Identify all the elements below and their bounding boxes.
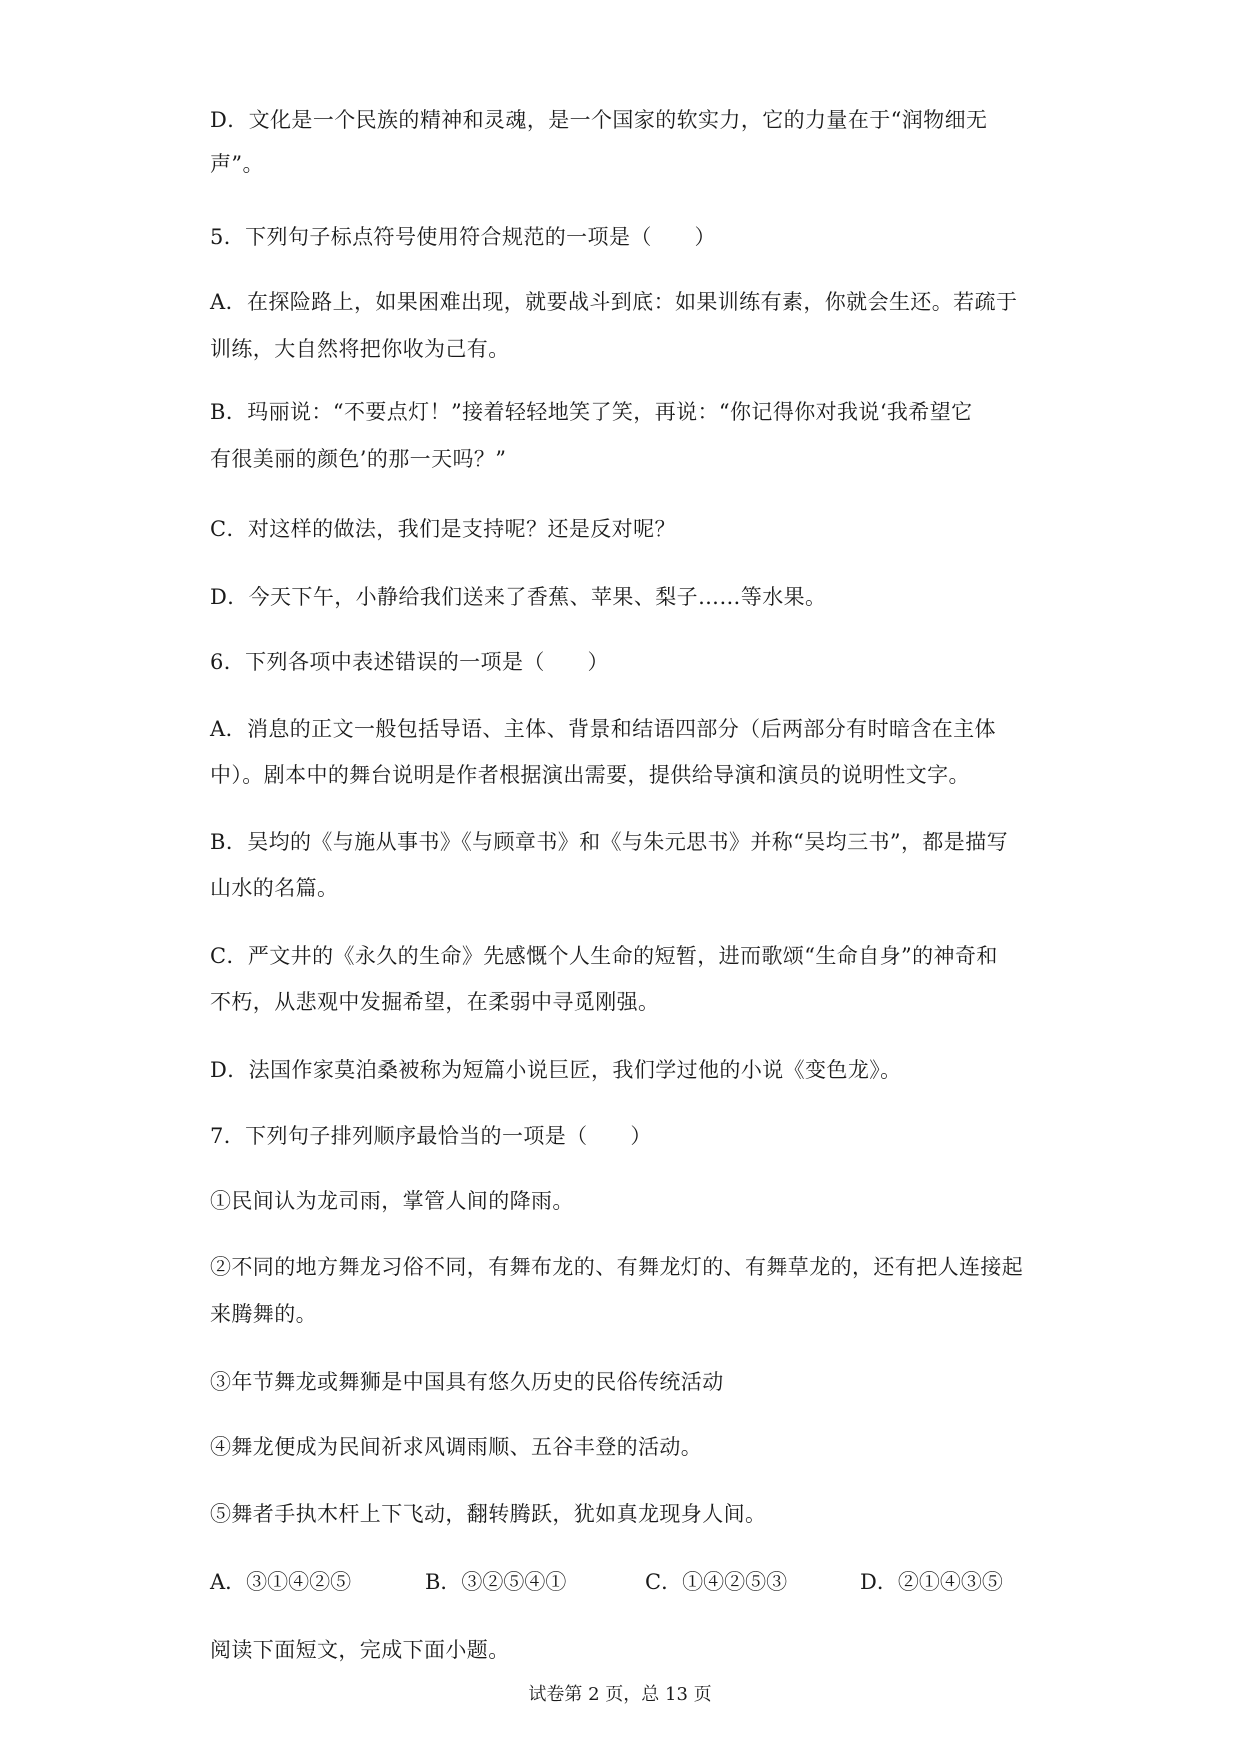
q7-option-c: C．①④②⑤③	[645, 1570, 788, 1594]
q5-option-b-line2: 有很美丽的颜色’的那一天吗？”	[210, 447, 507, 471]
q7-sentence-1: ①民间认为龙司雨，掌管人间的降雨。	[210, 1189, 574, 1213]
q7-option-b: B．③②⑤④①	[425, 1570, 567, 1594]
reading-intro: 阅读下面短文，完成下面小题。	[210, 1638, 510, 1662]
q4-option-d-line2: 声”。	[210, 152, 264, 176]
q6-option-b-line1: B．吴均的《与施从事书》《与顾章书》和《与朱元思书》并称“吴均三书”，都是描写	[210, 830, 1009, 854]
q7-option-d: D．②①④③⑤	[860, 1570, 1003, 1594]
q5-option-c: C．对这样的做法，我们是支持呢？还是反对呢？	[210, 517, 676, 541]
q6-option-a-line2: 中）。剧本中的舞台说明是作者根据演出需要，提供给导演和演员的说明性文字。	[210, 763, 970, 787]
q6-option-c-line2: 不朽，从悲观中发掘希望，在柔弱中寻觅刚强。	[210, 990, 660, 1014]
q6-option-a-line1: A．消息的正文一般包括导语、主体、背景和结语四部分（后两部分有时暗含在主体	[210, 717, 996, 741]
q7-sentence-2-line2: 来腾舞的。	[210, 1302, 317, 1326]
q7-options	[210, 1568, 1040, 1596]
q7-sentence-3: ③年节舞龙或舞狮是中国具有悠久历史的民俗传统活动	[210, 1370, 724, 1394]
q5-option-a-line1: A．在探险路上，如果困难出现，就要战斗到底：如果训练有素，你就会生还。若疏于	[210, 290, 1018, 314]
q5-option-a-line2: 训练，大自然将把你收为己有。	[210, 337, 510, 361]
page-footer: 试卷第 2 页，总 13 页	[528, 1684, 712, 1705]
q5-option-b-line1: B．玛丽说：“不要点灯！”接着轻轻地笑了笑，再说：“你记得你对我说‘我希望它	[210, 400, 973, 424]
q7-sentence-5: ⑤舞者手执木杆上下飞动，翻转腾跃，犹如真龙现身人间。	[210, 1502, 767, 1526]
q7-sentence-2-line1: ②不同的地方舞龙习俗不同，有舞布龙的、有舞龙灯的、有舞草龙的，还有把人连接起	[210, 1255, 1024, 1279]
q4-option-d-line1: D．文化是一个民族的精神和灵魂，是一个国家的软实力，它的力量在于“润物细无	[210, 108, 988, 132]
q5-stem: 5．下列句子标点符号使用符合规范的一项是（ ）	[210, 225, 716, 249]
q5-option-d: D．今天下午，小静给我们送来了香蕉、苹果、梨子……等水果。	[210, 585, 827, 609]
q7-sentence-4: ④舞龙便成为民间祈求风调雨顺、五谷丰登的活动。	[210, 1435, 703, 1459]
q7-option-a: A．③①④②⑤	[210, 1570, 352, 1594]
q7-stem: 7．下列句子排列顺序最恰当的一项是（ ）	[210, 1124, 652, 1148]
q6-option-c-line1: C．严文井的《永久的生命》先感慨个人生命的短暂，进而歌颂“生命自身”的神奇和	[210, 944, 998, 968]
q6-option-b-line2: 山水的名篇。	[210, 876, 339, 900]
q6-option-d: D．法国作家莫泊桑被称为短篇小说巨匠，我们学过他的小说《变色龙》。	[210, 1058, 902, 1082]
q6-stem: 6．下列各项中表述错误的一项是（ ）	[210, 650, 609, 674]
